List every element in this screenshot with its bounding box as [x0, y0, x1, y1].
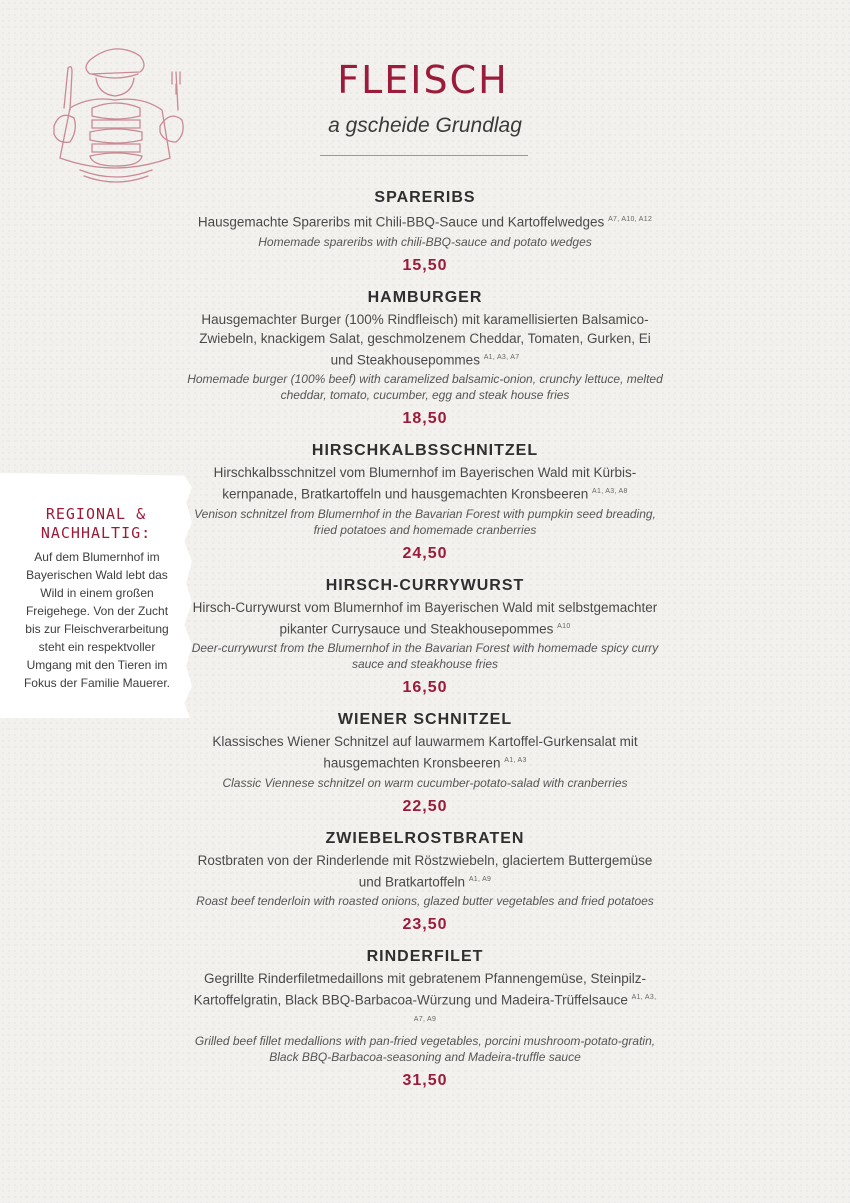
regional-info-title-line1: REGIONAL &	[45, 505, 147, 523]
menu-item-description-text: Rostbraten von der Rinderlende mit Röstzwiebeln, glaciertem Buttergemüse und Bratkartoffeln	[197, 852, 653, 889]
allergen-codes: A1, A3, A7, A9	[413, 994, 657, 1023]
allergen-codes: A7, A10, A12	[608, 216, 653, 223]
regional-info-title-line2: NACHHALTIG:	[40, 524, 152, 542]
menu-item-name: SPARERIBS	[374, 189, 476, 206]
menu-item-description-de	[185, 210, 665, 232]
menu-item-description-en: Deer-currywurst from the Blumernhof in the Bavarian Forest with homemade spicy curry sauce and steakhouse fries	[191, 641, 659, 671]
menu-list	[185, 188, 665, 1103]
menu-item-price: 23,50	[402, 916, 448, 933]
allergen-codes: A1, A9	[468, 875, 492, 883]
title-divider	[320, 155, 528, 156]
menu-item-name: RINDERFILET	[366, 948, 484, 965]
menu-item-description-de	[185, 463, 665, 504]
menu-item	[185, 829, 665, 936]
menu-item-description-de	[185, 310, 665, 370]
menu-item-description-text: Hirschkalbsschnitzel vom Blumernhof im Bayerischen Wald mit Kürbis-kernpanade, Bratkartoffeln und hausgemachten Kronsbeeren	[213, 465, 637, 502]
allergen-codes: A10	[557, 622, 571, 630]
menu-item-price: 31,50	[402, 1072, 448, 1089]
menu-item-description-text: Hirsch-Currywurst vom Blumernhof im Bayerischen Wald mit selbstgemachter pikanter Currysauce und Steakhousepommes	[192, 599, 658, 636]
menu-item-description-de	[185, 598, 665, 639]
menu-item	[185, 710, 665, 817]
menu-item-price: 24,50	[402, 544, 448, 562]
menu-item-description-text: Klassisches Wiener Schnitzel auf lauwarmem Kartoffel-Gurkensalat mit hausgemachten Kronsbeeren	[212, 734, 638, 771]
menu-item-description-en: Grilled beef fillet medallions with pan-fried vegetables, porcini mushroom-potato-gratin, Black BBQ-Barbacoa-seasoning and Madeira-truffle sauce	[194, 1034, 656, 1064]
menu-item-name: HAMBURGER	[367, 288, 483, 306]
menu-item-name: WIENER SCHNITZEL	[337, 711, 513, 728]
menu-item-price: 15,50	[402, 256, 448, 274]
menu-item-name: HIRSCHKALBSSCHNITZEL	[311, 442, 539, 459]
menu-item	[185, 441, 665, 564]
menu-item-description-de	[185, 732, 665, 773]
menu-item-description-en: Venison schnitzel from Blumernhof in the Bavarian Forest with pumpkin seed breading, fried potatoes and homemade cranberries	[194, 506, 656, 537]
menu-item-description-de	[185, 969, 665, 1031]
menu-item	[185, 576, 665, 699]
menu-item-name: ZWIEBELROSTBRATEN	[325, 829, 525, 847]
allergen-codes: A1, A3, A8	[592, 488, 628, 495]
menu-item-name: HIRSCH-CURRYWURST	[325, 576, 525, 594]
menu-item-description-text: Hausgemachte Spareribs mit Chili-BBQ-Sauce und Kartoffelwedges	[197, 214, 605, 230]
menu-item-description-text: Hausgemachter Burger (100% Rindfleisch) mit karamellisierten Balsamico-Zwiebeln, knackigem Salat, geschmolzenem Cheddar, Tomaten, Gurken, Ei und Steakhousepommes	[199, 311, 651, 367]
menu-item-price: 16,50	[402, 679, 448, 696]
menu-item	[185, 947, 665, 1091]
allergen-codes: A1, A3	[504, 757, 527, 764]
menu-item-price: 18,50	[402, 410, 448, 427]
menu-item-description-en: Roast beef tenderloin with roasted onions, glazed butter vegetables and fried potatoes	[196, 894, 654, 908]
regional-info-text: Auf dem Blumernhof im Bayerischen Wald lebt das Wild in einem großen Freigehege. Von der Zucht bis zur Fleischverarbeitung steht ein respektvoller Umgang mit den Tieren im Fokus der Familie Mauerer.	[23, 550, 171, 690]
page-title-wrap	[300, 58, 550, 102]
menu-item-description-de	[185, 851, 665, 892]
allergen-codes: A1, A3, A7	[483, 353, 520, 361]
menu-item	[185, 188, 665, 276]
menu-item-description-en: Homemade burger (100% beef) with caramelized balsamic-onion, crunchy lettuce, melted cheddar, tomato, cucumber, egg and steak house fries	[187, 372, 663, 402]
menu-item-description-en: Classic Viennese schnitzel on warm cucumber-potato-salad with cranberries	[222, 775, 628, 790]
chef-burger-sketch-icon	[30, 38, 200, 188]
page-subtitle: a gscheide Grundlag	[328, 114, 522, 137]
page-title: FLEISCH	[337, 58, 509, 102]
menu-item-description-text: Gegrillte Rinderfiletmedaillons mit gebratenem Pfannengemüse, Steinpilz-Kartoffelgratin, Black BBQ-Barbacoa-Würzung und Madeira-Trüffelsauce	[193, 971, 646, 1008]
menu-item-description-en: Homemade spareribs with chili-BBQ-sauce and potato wedges	[258, 234, 592, 249]
menu-item	[185, 288, 665, 430]
regional-info-title	[0, 505, 192, 543]
menu-item-price: 22,50	[402, 797, 448, 815]
